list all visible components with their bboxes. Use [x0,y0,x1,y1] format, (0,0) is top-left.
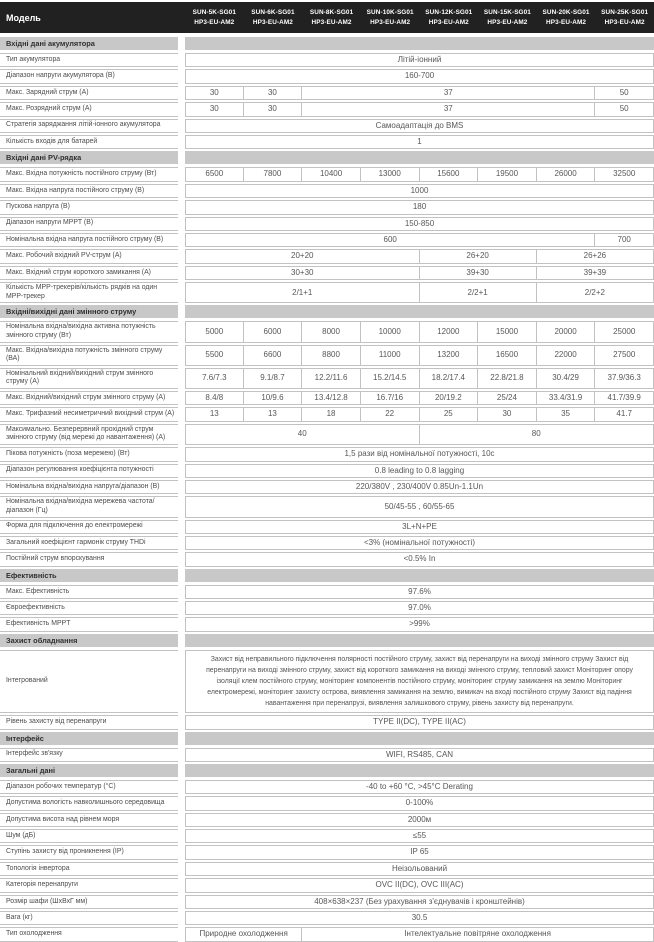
model-variant: HP3-EU-AM2 [420,18,479,27]
spec-row [0,321,654,342]
spec-value: 13200 [420,345,479,366]
spec-row [0,496,654,517]
column-gutter [178,496,185,517]
spec-value: 180 [185,200,654,214]
spec-value: 13 [185,407,244,421]
spec-value: 26+26 [537,249,654,263]
spec-value: 2/2+2 [537,282,654,303]
spec-value: 97.6% [185,585,654,599]
spec-value: 1000 [185,184,654,198]
row-label: Загальний коефіцієнт гармонік струму THDi [0,536,178,550]
column-gutter [178,249,185,263]
row-label: Ефективність MPPT [0,617,178,631]
column-gutter [178,911,185,925]
section-title: Вхідні дані PV-рядка [0,151,178,164]
column-gutter [178,102,185,116]
row-label: Ступінь захисту від проникнення (IP) [0,845,178,859]
spec-value: 30 [478,407,537,421]
row-label: Максимально. Безперервний прохідний струм змінного струму (від мережі до навантаження) (А) [0,424,178,445]
spec-value: 160-700 [185,69,654,83]
spec-value: 15000 [478,321,537,342]
spec-value: 30+30 [185,266,420,280]
spec-row [0,217,654,231]
column-gutter [178,927,185,941]
spec-value: 50/45-55 , 60/55-65 [185,496,654,517]
spec-value: 37.9/36.3 [595,368,654,389]
spec-row [0,601,654,615]
spec-value: 33.4/31.9 [537,391,596,405]
model-name: SUN-12K-SG01 [420,8,479,17]
spec-value: 27500 [595,345,654,366]
spec-row [0,748,654,762]
section-bar [185,569,654,582]
row-label: Макс. Вхідна/вихідна потужність змінного струму (ВА) [0,345,178,366]
spec-value: 22 [361,407,420,421]
spec-row [0,102,654,116]
column-gutter [178,480,185,494]
row-label: Макс. Трифазний несиметричний вихідний струм (А) [0,407,178,421]
spec-row [0,650,654,713]
section-title: Загальні дані [0,764,178,777]
spec-value: 18 [302,407,361,421]
row-label: Номінальний вхідний/вихідний струм змінного струму (А) [0,368,178,389]
row-label: Стратегія заряджання літій-іонного акумулятора [0,119,178,133]
column-gutter [178,424,185,445]
spec-value: 12.2/11.6 [302,368,361,389]
model-name: SUN-25K-SG01 [595,8,654,17]
column-gutter [178,167,185,181]
spec-value: Природне охолодження [185,927,302,941]
column-gutter [178,748,185,762]
spec-value: 39+30 [420,266,537,280]
spec-value: 220/380V , 230/400V 0.85Un-1.1Un [185,480,654,494]
row-label: Діапазон регулювання коефіцієнта потужності [0,464,178,478]
spec-value: 2000м [185,813,654,827]
spec-row [0,424,654,445]
spec-value: 20/19.2 [420,391,479,405]
spec-row [0,119,654,133]
spec-value: 8800 [302,345,361,366]
column-gutter [178,878,185,892]
row-label: Номінальна вхідна напруга постійного струму (В) [0,233,178,247]
model-header [185,8,244,27]
row-label: Макс. Вхідна напруга постійного струму (В) [0,184,178,198]
spec-value: 97.0% [185,601,654,615]
spec-value: <3% (номінальної потужності) [185,536,654,550]
spec-value: 22.8/21.8 [478,368,537,389]
column-gutter [178,282,185,303]
spec-value: OVC II(DC), OVC III(AC) [185,878,654,892]
row-label: Кількість MPP-трекерів/кількість рядків на один MPP-трекер [0,282,178,303]
column-gutter [178,200,185,214]
spec-row [0,447,654,461]
column-gutter [178,650,185,713]
spec-value: 6500 [185,167,244,181]
spec-value: 9.1/8.7 [244,368,303,389]
column-gutter [178,464,185,478]
spec-value: Інтелектуальне повітряне охолодження [302,927,654,941]
row-label: Постійний струм впорскування [0,552,178,566]
column-gutter [178,617,185,631]
spec-value: 5000 [185,321,244,342]
section-row [0,764,654,777]
section-row [0,732,654,745]
section-row [0,569,654,582]
spec-row [0,552,654,566]
row-label: Інтерфейс зв'язку [0,748,178,762]
row-label: Діапазон напруги акумулятора (В) [0,69,178,83]
column-gutter [178,845,185,859]
spec-row [0,829,654,843]
spec-row [0,135,654,149]
spec-value: 15.2/14.5 [361,368,420,389]
spec-row [0,266,654,280]
spec-value: 8.4/8 [185,391,244,405]
spec-value: 10400 [302,167,361,181]
column-gutter [178,536,185,550]
row-label: Макс. Розрядний струм (А) [0,102,178,116]
section-title: Вхідні дані акумулятора [0,37,178,50]
column-gutter [178,895,185,909]
column-gutter [178,447,185,461]
spec-value: 19500 [478,167,537,181]
model-name: SUN-20K-SG01 [537,8,596,17]
spec-row [0,464,654,478]
spec-value: 80 [420,424,654,445]
spec-value: 7.6/7.3 [185,368,244,389]
section-bar [185,305,654,318]
spec-value: <0.5% In [185,552,654,566]
spec-value: 37 [302,86,595,100]
column-gutter [178,552,185,566]
spec-value: Неізольований [185,862,654,876]
column-gutter [178,391,185,405]
spec-row [0,233,654,247]
row-label: Форма для підключення до електромережі [0,520,178,534]
spec-row [0,845,654,859]
spec-value: 6600 [244,345,303,366]
spec-value: 16500 [478,345,537,366]
row-label: Допустима вологість навколишнього середовища [0,796,178,810]
spec-value: 30 [185,86,244,100]
spec-value: 6000 [244,321,303,342]
spec-value: 25 [420,407,479,421]
model-name: SUN-6K-SG01 [244,8,303,17]
model-variant: HP3-EU-AM2 [537,18,596,27]
column-gutter [178,829,185,843]
column-gutter [178,53,185,67]
spec-value: 25/24 [478,391,537,405]
spec-value: 18.2/17.4 [420,368,479,389]
spec-value: 7800 [244,167,303,181]
model-header [244,8,303,27]
section-bar [185,764,654,777]
row-label: Допустима висота над рівнем моря [0,813,178,827]
spec-row [0,715,654,729]
column-gutter [178,184,185,198]
spec-value: 0-100% [185,796,654,810]
row-label: Макс. Вхідна потужність постійного струму (Вт) [0,167,178,181]
row-label: Тип охолодження [0,927,178,941]
spec-value: 13.4/12.8 [302,391,361,405]
section-bar [185,732,654,745]
spec-row [0,813,654,827]
spec-value: 150-850 [185,217,654,231]
model-variant: HP3-EU-AM2 [244,18,303,27]
spec-row [0,585,654,599]
spec-value: 50 [595,86,654,100]
spec-value: TYPE II(DC), TYPE II(AC) [185,715,654,729]
row-label: Топологія інвертора [0,862,178,876]
spec-row [0,282,654,303]
spec-value: 3L+N+PE [185,520,654,534]
spec-value: 10/9.6 [244,391,303,405]
spec-row [0,480,654,494]
spec-value: 12000 [420,321,479,342]
spec-value: 1 [185,135,654,149]
row-label: Номінальна вхідна/вихідна мережева частота/діапазон (Гц) [0,496,178,517]
spec-value: 5500 [185,345,244,366]
spec-row [0,167,654,181]
section-row [0,305,654,318]
row-label: Пікова потужність (поза мережею) (Вт) [0,447,178,461]
model-variant: HP3-EU-AM2 [595,18,654,27]
row-label: Кількість входів для батарей [0,135,178,149]
column-gutter [178,69,185,83]
spec-value: 13 [244,407,303,421]
spec-row [0,862,654,876]
row-label: Макс. Зарядний струм (А) [0,86,178,100]
model-name: SUN-8K-SG01 [302,8,361,17]
row-label: Рівень захисту від перенапруги [0,715,178,729]
row-label: Діапазон робочих температур (°C) [0,780,178,794]
spec-row [0,617,654,631]
spec-value: 25000 [595,321,654,342]
spec-value: 26000 [537,167,596,181]
spec-value: 39+39 [537,266,654,280]
spec-row [0,536,654,550]
spec-row [0,796,654,810]
spec-row [0,69,654,83]
spec-value: 600 [185,233,595,247]
spec-row [0,878,654,892]
model-header [478,8,537,27]
spec-row [0,53,654,67]
model-variant: HP3-EU-AM2 [302,18,361,27]
spec-value: 35 [537,407,596,421]
spec-value: 10000 [361,321,420,342]
spec-value: 700 [595,233,654,247]
column-gutter [178,407,185,421]
row-label: Макс. Вхідний струм короткого замикання (А) [0,266,178,280]
model-variant: HP3-EU-AM2 [478,18,537,27]
model-column-header: Модель [0,13,185,23]
spec-value: 15600 [420,167,479,181]
column-gutter [178,119,185,133]
spec-value: ≤55 [185,829,654,843]
spec-row [0,368,654,389]
spec-value: >99% [185,617,654,631]
spec-value: 20+20 [185,249,420,263]
spec-row [0,391,654,405]
spec-value: Захист від неправильного підключення полярності постійного струму, захист від перенапруги на виході змінного струму Захист від перенапруги на виході змінного струму, захист від короткого замикання на виході змінного струму, тепловий захист Моніторинг опору ізоляції клем постійного струму, моніторинг компонентів постійного струму, моніторинг струму замикання на землю Моніторинг електромережі, моніторинг захисту острова, виявлення замикання на землю, вимикач на вході постійного струму Захист від падіння навантаження при перенапрузі, виявлення залишкового струму, рівень захисту від перенапруги. [185,650,654,713]
spec-value: Літій-іонний [185,53,654,67]
model-variant: HP3-EU-AM2 [185,18,244,27]
column-gutter [178,86,185,100]
section-title: Ефективність [0,569,178,582]
table-header-row [0,2,654,33]
section-row [0,151,654,164]
model-header [595,8,654,27]
column-gutter [178,266,185,280]
row-label: Пускова напруга (В) [0,200,178,214]
spec-value: 22000 [537,345,596,366]
column-gutter [178,520,185,534]
spec-value: -40 to +60 °C, >45°C Derating [185,780,654,794]
spec-value: 408×638×237 (Без урахування з'єднувачів і кронштейнів) [185,895,654,909]
section-bar [185,151,654,164]
spec-value: 26+20 [420,249,537,263]
column-gutter [178,585,185,599]
section-bar [185,37,654,50]
column-gutter [178,233,185,247]
spec-value: 2/2+1 [420,282,537,303]
row-label: Макс. Вхідний/вихідний струм змінного струму (А) [0,391,178,405]
spec-row [0,249,654,263]
spec-value: 13000 [361,167,420,181]
spec-value: 50 [595,102,654,116]
spec-row [0,345,654,366]
row-label: Інтегрований [0,650,178,713]
model-header [302,8,361,27]
row-label: Категорія перенапруги [0,878,178,892]
spec-row [0,520,654,534]
section-title: Інтерфейс [0,732,178,745]
row-label: Розмір шафи (ШхВхГ мм) [0,895,178,909]
column-gutter [178,321,185,342]
row-label: Макс. Робочий вхідний PV-струм (А) [0,249,178,263]
spec-value: 16.7/16 [361,391,420,405]
column-gutter [178,368,185,389]
section-row [0,37,654,50]
spec-row [0,911,654,925]
row-label: Макс. Ефективність [0,585,178,599]
spec-value: 40 [185,424,420,445]
row-label: Номінальна вхідна/вихідна активна потужність змінного струму (Вт) [0,321,178,342]
model-header [361,8,420,27]
row-label: Вага (кг) [0,911,178,925]
spec-value: 2/1+1 [185,282,420,303]
column-gutter [178,780,185,794]
column-gutter [178,715,185,729]
row-label: Тип акумулятора [0,53,178,67]
row-label: Діапазон напруги MPPT (В) [0,217,178,231]
spec-row [0,780,654,794]
spec-value: 41.7/39.9 [595,391,654,405]
spec-value: IP 65 [185,845,654,859]
column-gutter [178,813,185,827]
spec-value: WIFI, RS485, CAN [185,748,654,762]
spec-value: 11000 [361,345,420,366]
spec-row [0,200,654,214]
model-name: SUN-10K-SG01 [361,8,420,17]
spec-value: 8000 [302,321,361,342]
spec-table [0,37,654,942]
section-title: Вхідні/вихідні дані змінного струму [0,305,178,318]
column-gutter [178,217,185,231]
section-bar [185,634,654,647]
column-gutter [178,796,185,810]
spec-value: 0.8 leading to 0.8 lagging [185,464,654,478]
spec-value: 1,5 рази від номінальної потужності, 10с [185,447,654,461]
column-gutter [178,862,185,876]
column-gutter [178,601,185,615]
model-name: SUN-5K-SG01 [185,8,244,17]
spec-value: 30 [244,86,303,100]
row-label: Євроефективність [0,601,178,615]
section-row [0,634,654,647]
spec-row [0,927,654,941]
row-label: Шум (дБ) [0,829,178,843]
row-label: Номінальна вхідна/вихідна напруга/діапазон (В) [0,480,178,494]
model-header [420,8,479,27]
model-header [537,8,596,27]
model-name: SUN-15K-SG01 [478,8,537,17]
column-gutter [178,345,185,366]
spec-row [0,407,654,421]
spec-row [0,184,654,198]
spec-value: 30 [185,102,244,116]
spec-value: 32500 [595,167,654,181]
spec-value: 30 [244,102,303,116]
column-gutter [178,135,185,149]
section-title: Захист обладнання [0,634,178,647]
spec-value: 30.5 [185,911,654,925]
spec-value: 30.4/29 [537,368,596,389]
spec-value: Самоадаптація до BMS [185,119,654,133]
spec-row [0,86,654,100]
model-variant: HP3-EU-AM2 [361,18,420,27]
spec-value: 41.7 [595,407,654,421]
spec-value: 37 [302,102,595,116]
spec-value: 20000 [537,321,596,342]
spec-row [0,895,654,909]
